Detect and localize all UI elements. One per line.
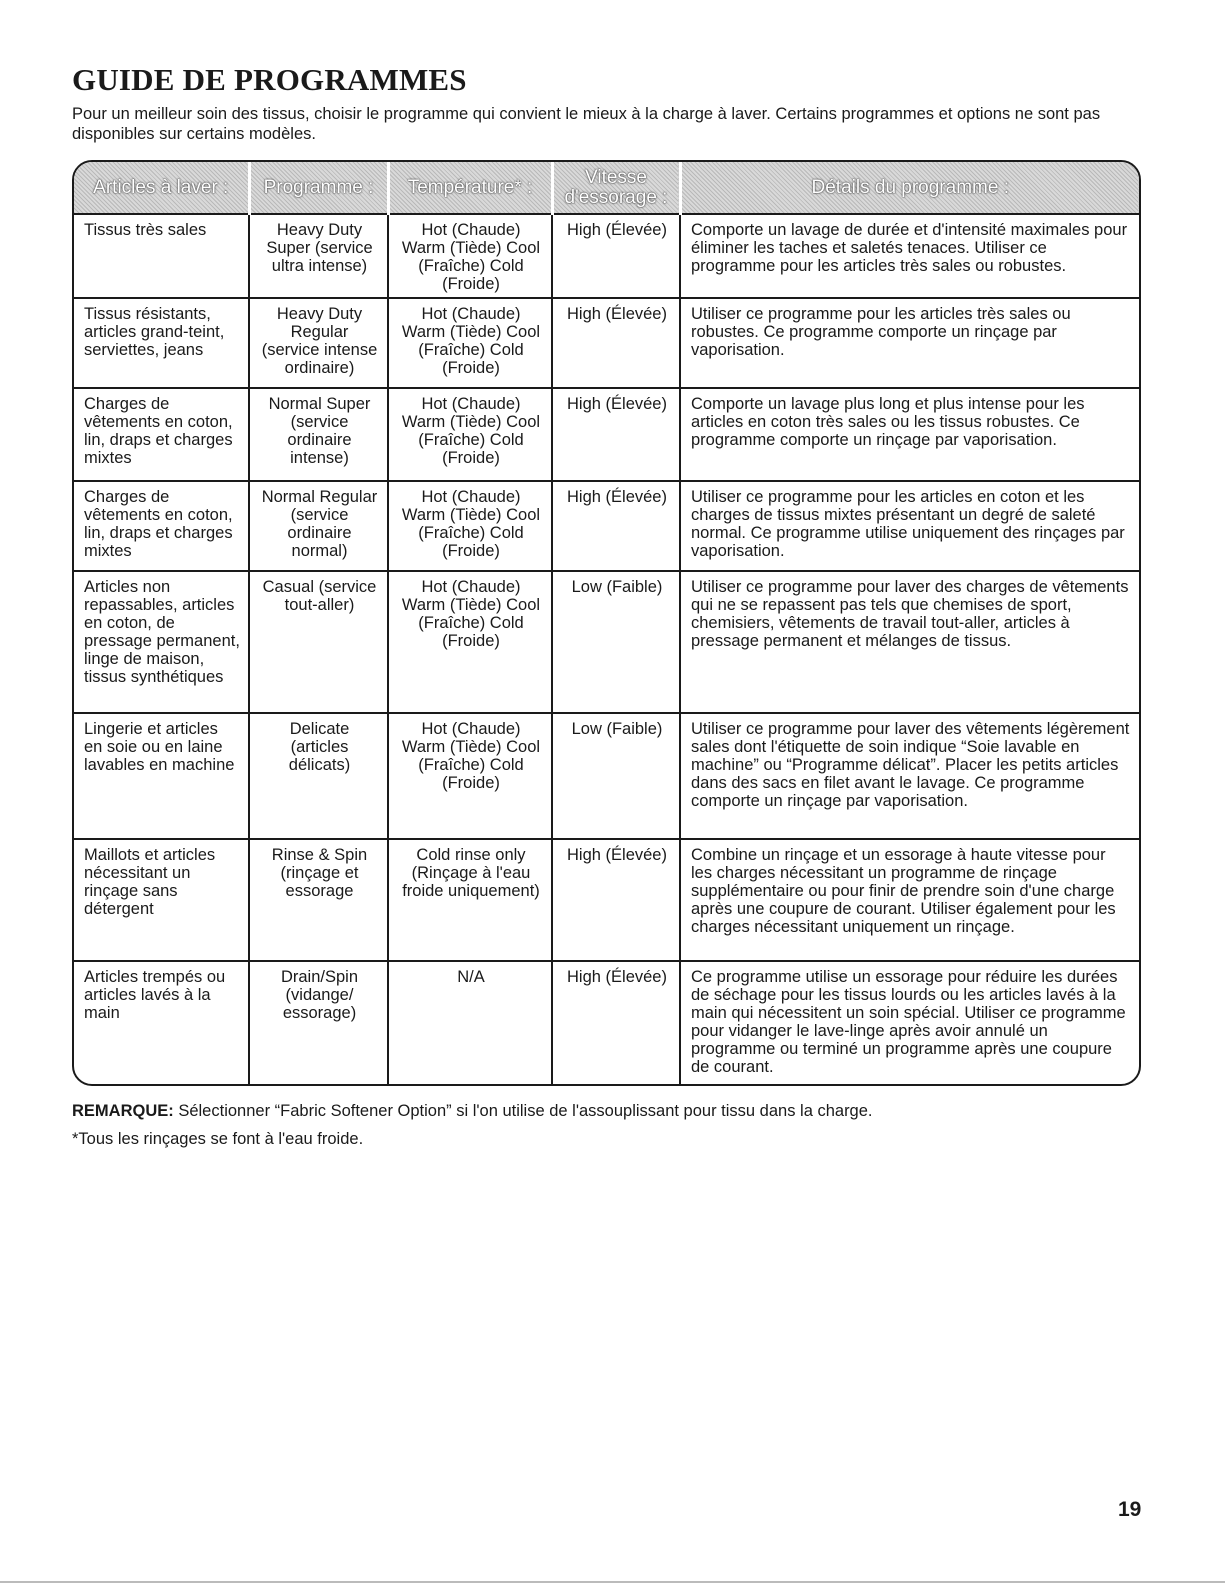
cell-details: Comporte un lavage de durée et d'intensité maximales pour éliminer les taches et saletés tenaces. Utiliser ce programme pour les articles très sales ou robustes. bbox=[680, 214, 1139, 298]
cell-articles: Articles non repassables, articles en coton, de pressage permanent, linge de maison, tissus synthétiques bbox=[74, 571, 249, 713]
cell-vitesse: High (Élevée) bbox=[552, 839, 680, 961]
cell-details: Utiliser ce programme pour laver des charges de vêtements qui ne se repassent pas tels que chemises de sport, chemisiers, vêtements de travail tout-aller, articles à pressage permanent et mélanges de tissus. bbox=[680, 571, 1139, 713]
cell-articles: Lingerie et articles en soie ou en laine lavables en machine bbox=[74, 713, 249, 839]
remark-text: Sélectionner “Fabric Softener Option” si l'on utilise de l'assouplissant pour tissu dans la charge. bbox=[173, 1102, 873, 1120]
cell-programme: Heavy Duty Super (service ultra intense) bbox=[249, 214, 388, 298]
page-number: 19 bbox=[1118, 1498, 1142, 1521]
table-row bbox=[74, 571, 1139, 713]
footnote: *Tous les rinçages se font à l'eau froide. bbox=[72, 1130, 364, 1148]
cell-programme: Heavy Duty Regular (service intense ordinaire) bbox=[249, 298, 388, 388]
remark-note bbox=[72, 1102, 873, 1121]
intro-paragraph: Pour un meilleur soin des tissus, choisir le programme qui convient le mieux à la charge à laver. Certains programmes et options ne sont pas disponibles sur certains modèles. bbox=[72, 105, 1101, 143]
table-row bbox=[74, 388, 1139, 481]
cell-temperature: Cold rinse only (Rinçage à l'eau froide uniquement) bbox=[388, 839, 552, 961]
cell-vitesse: High (Élevée) bbox=[552, 481, 680, 571]
cell-programme: Rinse & Spin (rinçage et essorage bbox=[249, 839, 388, 961]
cell-vitesse: Low (Faible) bbox=[552, 713, 680, 839]
cell-articles: Charges de vêtements en coton, lin, draps et charges mixtes bbox=[74, 388, 249, 481]
table-row bbox=[74, 214, 1139, 298]
program-guide-table bbox=[72, 160, 1141, 1086]
remark-label: REMARQUE: bbox=[72, 1102, 174, 1120]
page-title: GUIDE DE PROGRAMMES bbox=[72, 62, 467, 97]
cell-programme: Delicate (articles délicats) bbox=[249, 713, 388, 839]
cell-articles: Tissus très sales bbox=[84, 221, 207, 239]
cell-temperature: Hot (Chaude) Warm (Tiède) Cool (Fraîche) Cold (Froide) bbox=[388, 298, 552, 388]
cell-vitesse: High (Élevée) bbox=[552, 214, 680, 298]
cell-temperature: Hot (Chaude) Warm (Tiède) Cool (Fraîche) Cold (Froide) bbox=[388, 571, 552, 713]
cell-programme: Casual (service tout-aller) bbox=[249, 571, 388, 713]
header-programme: Programme : bbox=[249, 162, 388, 214]
cell-vitesse: High (Élevée) bbox=[552, 961, 680, 1086]
cell-temperature: Hot (Chaude) Warm (Tiède) Cool (Fraîche) Cold (Froide) bbox=[388, 481, 552, 571]
table-row bbox=[74, 961, 1139, 1086]
cell-programme: Normal Super (service ordinaire intense) bbox=[249, 388, 388, 481]
cell-temperature: Hot (Chaude) Warm (Tiède) Cool (Fraîche) Cold (Froide) bbox=[388, 713, 552, 839]
cell-vitesse: High (Élevée) bbox=[552, 298, 680, 388]
header-temperature: Température* : bbox=[388, 162, 552, 214]
cell-details: Utiliser ce programme pour les articles en coton et les charges de tissus mixtes présentant un degré de saleté normal. Ce programme utilise uniquement des rinçages par vaporisation. bbox=[680, 481, 1139, 571]
cell-temperature: Hot (Chaude) Warm (Tiède) Cool (Fraîche) Cold (Froide) bbox=[388, 214, 552, 298]
cell-articles: Charges de vêtements en coton, lin, draps et charges mixtes bbox=[74, 481, 249, 571]
cell-details: Ce programme utilise un essorage pour réduire les durées de séchage pour les tissus lourds ou les articles lavés à la main qui nécessitent un soin spécial. Utiliser ce programme pour vidanger le lave-linge après avoir annulé un programme ou terminé un programme après une coupure de courant. bbox=[680, 961, 1139, 1086]
cell-vitesse: Low (Faible) bbox=[552, 571, 680, 713]
header-details: Détails du programme : bbox=[680, 162, 1139, 214]
cell-details: Comporte un lavage plus long et plus intense pour les articles en coton très sales ou les tissus robustes. Ce programme comporte un rinçage par vaporisation. bbox=[680, 388, 1139, 481]
cell-articles: Tissus résistants, articles grand-teint, serviettes, jeans bbox=[74, 298, 249, 388]
bottom-divider bbox=[0, 1581, 1225, 1583]
cell-articles: Articles trempés ou articles lavés à la main bbox=[74, 961, 249, 1086]
header-articles: Articles à laver : bbox=[74, 162, 249, 214]
cell-details: Utiliser ce programme pour laver des vêtements légèrement sales dont l'étiquette de soin indique “Soie lavable en machine” ou “Programme délicat”. Placer les petits articles dans des sacs en filet avant le lavage. Ce programme comporte un rinçage par vaporisation. bbox=[680, 713, 1139, 839]
table-row bbox=[74, 839, 1139, 961]
cell-details: Utiliser ce programme pour les articles très sales ou robustes. Ce programme comporte un rinçage par vaporisation. bbox=[680, 298, 1139, 388]
cell-temperature: Hot (Chaude) Warm (Tiède) Cool (Fraîche) Cold (Froide) bbox=[388, 388, 552, 481]
cell-programme: Drain/Spin (vidange/ essorage) bbox=[249, 961, 388, 1086]
cell-details: Combine un rinçage et un essorage à haute vitesse pour les charges nécessitant un programme de rinçage supplémentaire ou pour finir de prendre soin d'une charge après une coupure de courant. Utiliser également pour les charges nécessitant uniquement un rinçage. bbox=[680, 839, 1139, 961]
cell-vitesse: High (Élevée) bbox=[552, 388, 680, 481]
table-row bbox=[74, 298, 1139, 388]
cell-programme: Normal Regular (service ordinaire normal) bbox=[249, 481, 388, 571]
cell-temperature: N/A bbox=[388, 961, 552, 1086]
table-row bbox=[74, 713, 1139, 839]
table-header-row bbox=[74, 162, 1139, 214]
cell-articles: Maillots et articles nécessitant un rinçage sans détergent bbox=[74, 839, 249, 961]
header-vitesse: Vitesse d'essorage : bbox=[552, 162, 680, 214]
table-row bbox=[74, 481, 1139, 571]
